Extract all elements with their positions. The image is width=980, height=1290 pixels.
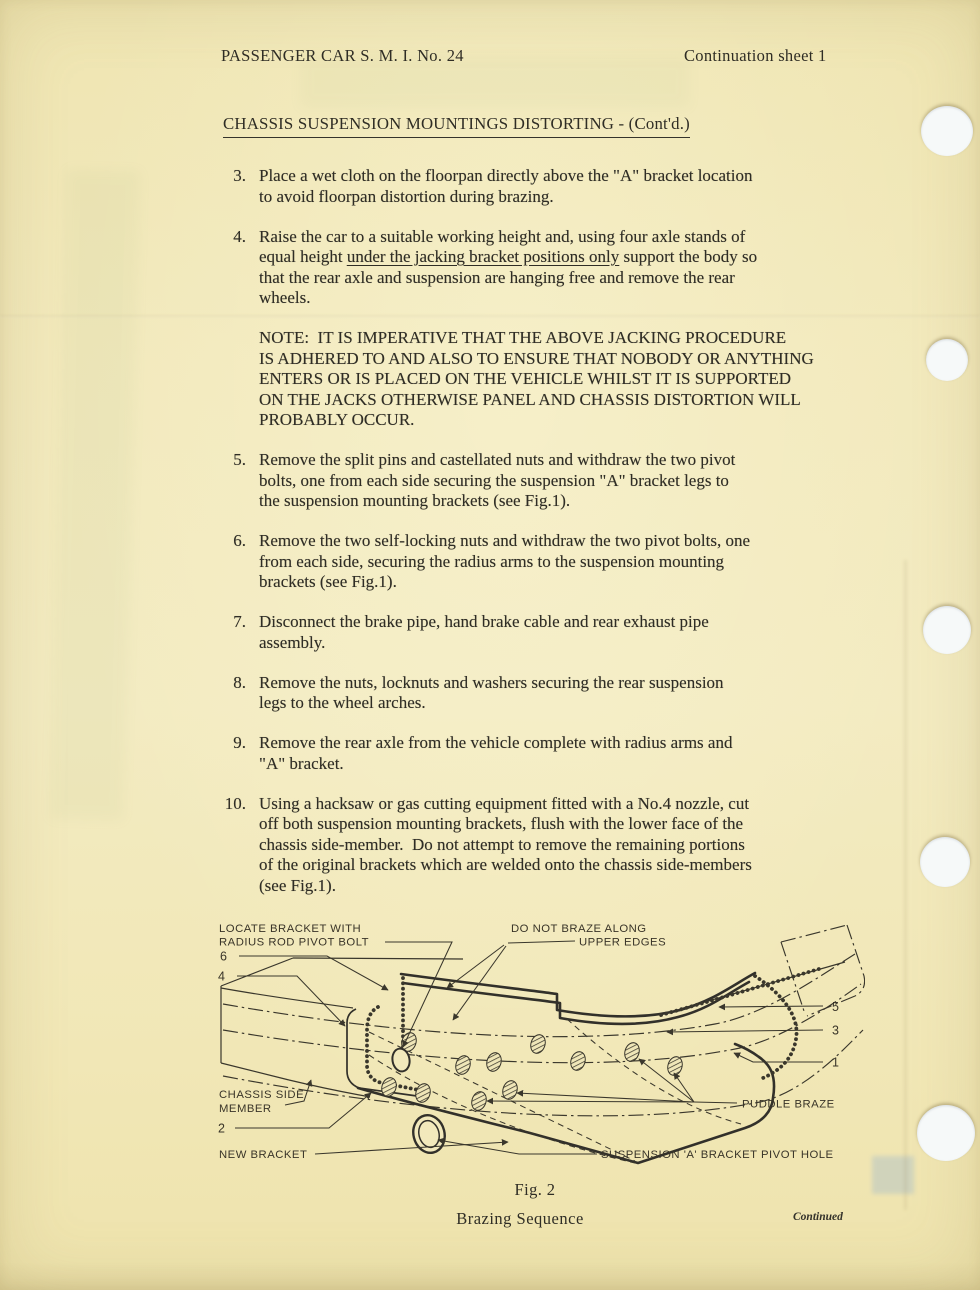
figure-caption-number: Fig. 2 [514,1180,556,1199]
label-locate-bracket-line1: LOCATE BRACKET WITH [219,923,362,935]
callout-number-6: 6 [220,949,228,964]
step-item [216,450,864,512]
paper-crease [904,560,907,1210]
ghost-showthrough [872,1156,914,1194]
step-text: NOTE: IT IS IMPERATIVE THAT THE ABOVE JACKING PROCEDURE IS ADHERED TO AND ALSO TO ENSURE THAT NOBODY OR ANYTHING ENTERS OR IS PLACED ON THE VEHICLE WHILST IT IS SUPPORTED ON THE JACKS OTHERWISE PANEL AND CHASSIS DISTORTION WILL PROBABLY OCCUR. [259,328,814,429]
punch-hole [926,339,968,381]
step-number: 10. [224,793,246,813]
callout-number-3: 3 [832,1023,840,1038]
header-document-id: PASSENGER CAR S. M. I. No. 24 [221,46,464,65]
label-pivot-hole: SUSPENSION 'A' BRACKET PIVOT HOLE [601,1149,834,1161]
label-chassis-side-line1: CHASSIS SIDE [219,1089,305,1101]
label-chassis-side-line2: MEMBER [219,1103,272,1115]
figure-2-diagram [205,912,865,1182]
header-sheet-number: Continuation sheet 1 [684,46,827,65]
label-puddle-braze: PUDDLE BRAZE [742,1098,835,1111]
step-item [216,531,864,593]
label-locate-bracket-line2: RADIUS ROD PIVOT BOLT [219,936,370,949]
paper-edge-shadow [0,1262,980,1290]
ghost-showthrough [50,169,141,821]
step-item [216,612,864,653]
note-block [259,328,864,431]
step-text: Remove the rear axle from the vehicle complete with radius arms and "A" bracket. [259,733,733,773]
step-number: 4. [233,226,246,246]
puddle-braze-spots [379,1031,684,1112]
step-text: Remove the two self-locking nuts and withdraw the two pivot bolts, one from each side, securing the radius arms to the suspension mounting brackets (see Fig.1). [259,531,751,591]
label-do-not-braze-line1: DO NOT BRAZE ALONG [511,923,647,935]
step-text: Place a wet cloth on the floorpan directly above the "A" bracket location to avoid floorpan distortion during brazing. [259,166,753,206]
step-item [216,166,864,207]
label-do-not-braze-line2: UPPER EDGES [579,936,667,949]
leader-lines [235,941,823,1154]
chassis-outline [221,958,845,1097]
step-number: 7. [233,612,246,631]
figure-caption-title: Brazing Sequence [456,1209,584,1228]
step-item [216,733,864,774]
step-text: Using a hacksaw or gas cutting equipment fitted with a No.4 nozzle, cut off both suspension mounting brackets, flush with the lower face of the chassis side-member. Do not attempt to remove the remaining portions of the original brackets which are welded onto the chassis side-members (see Fig.1). [259,793,752,895]
bracket-outline [347,973,774,1163]
label-new-bracket: NEW BRACKET [219,1149,308,1161]
step-item [216,673,864,714]
step-item [216,794,864,897]
punch-hole [923,606,971,654]
callout-number-5: 5 [832,1000,840,1014]
callout-number-4: 4 [218,969,226,984]
step-text: Remove the nuts, locknuts and washers securing the rear suspension legs to the wheel arches. [259,672,724,712]
step-number: 8. [233,672,246,692]
step-number: 5. [233,450,246,469]
step-number: 6. [233,531,246,550]
step-item [216,227,864,309]
step-number: 3. [233,166,246,185]
punch-hole [920,837,970,887]
punch-hole [917,1105,975,1161]
page-title: CHASSIS SUSPENSION MOUNTINGS DISTORTING - (Cont'd.) [223,114,690,138]
continued-note: Continued [793,1211,843,1223]
callout-number-2: 2 [218,1121,226,1136]
instruction-steps [216,166,864,916]
step-text: Remove the split pins and castellated nuts and withdraw the two pivot bolts, one from each side securing the suspension "A" bracket legs to the suspension mounting brackets (see Fig.1). [259,450,736,510]
punch-hole [921,106,973,156]
callout-number-1: 1 [832,1055,840,1070]
step-text: Raise the car to a suitable working height and, using four axle stands of equal height under the jacking bracket positions only support the body so that the rear axle and suspension are hanging free and remove the rear wheels. [259,226,758,307]
step-number: 9. [233,733,246,752]
step-text: Disconnect the brake pipe, hand brake cable and rear exhaust pipe assembly. [259,612,709,652]
